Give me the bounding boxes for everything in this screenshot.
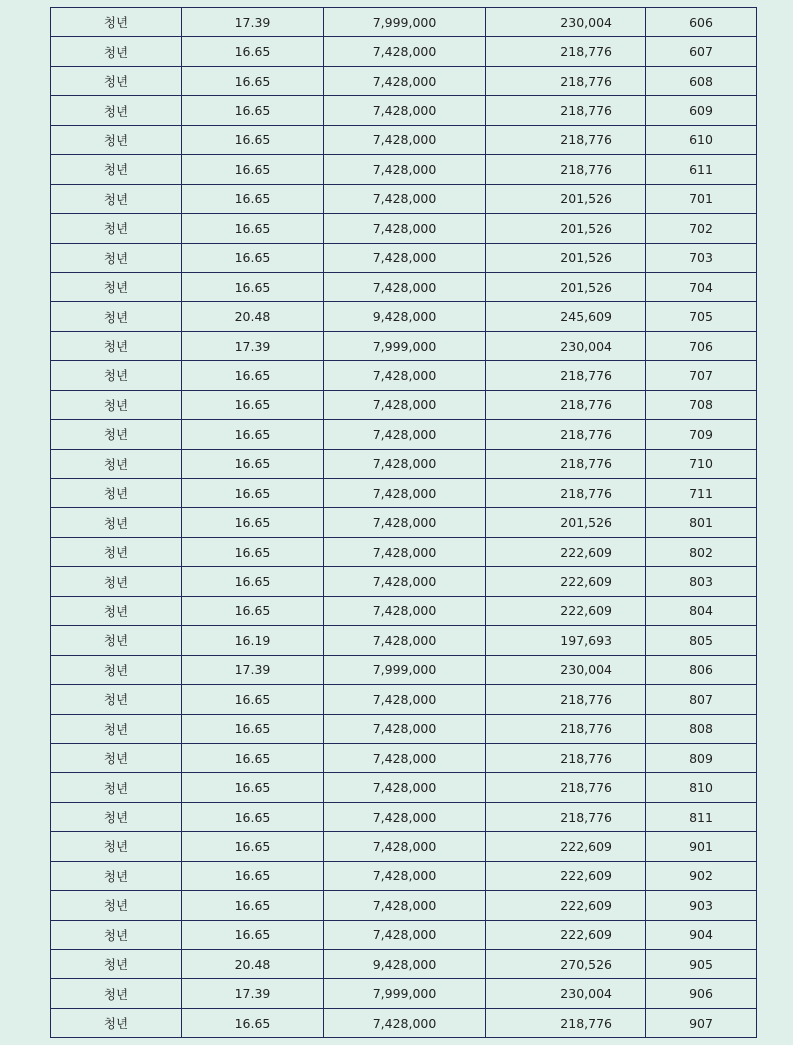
monthly-rent-cell: 222,609 <box>486 596 646 625</box>
unit-number-cell: 906 <box>646 979 757 1008</box>
monthly-rent-cell: 218,776 <box>486 449 646 478</box>
type-cell: 청년 <box>51 125 182 154</box>
table-row <box>51 214 757 243</box>
area-cell: 16.65 <box>182 243 324 272</box>
table-row <box>51 449 757 478</box>
monthly-rent-cell: 218,776 <box>486 66 646 95</box>
type-cell: 청년 <box>51 861 182 890</box>
deposit-cell: 7,428,000 <box>324 184 486 213</box>
type-cell: 청년 <box>51 685 182 714</box>
monthly-rent-cell: 230,004 <box>486 655 646 684</box>
area-cell: 17.39 <box>182 8 324 37</box>
deposit-cell: 7,428,000 <box>324 714 486 743</box>
deposit-cell: 7,428,000 <box>324 155 486 184</box>
deposit-cell: 7,428,000 <box>324 272 486 301</box>
type-cell: 청년 <box>51 626 182 655</box>
table-row <box>51 832 757 861</box>
monthly-rent-cell: 222,609 <box>486 920 646 949</box>
deposit-cell: 7,428,000 <box>324 361 486 390</box>
deposit-cell: 7,428,000 <box>324 861 486 890</box>
type-cell: 청년 <box>51 567 182 596</box>
area-cell: 16.65 <box>182 420 324 449</box>
area-cell: 16.65 <box>182 155 324 184</box>
deposit-cell: 7,428,000 <box>324 243 486 272</box>
type-cell: 청년 <box>51 390 182 419</box>
table-row <box>51 685 757 714</box>
table-row <box>51 155 757 184</box>
deposit-cell: 7,428,000 <box>324 802 486 831</box>
monthly-rent-cell: 218,776 <box>486 390 646 419</box>
monthly-rent-cell: 222,609 <box>486 567 646 596</box>
area-cell: 16.65 <box>182 861 324 890</box>
type-cell: 청년 <box>51 214 182 243</box>
monthly-rent-cell: 245,609 <box>486 302 646 331</box>
monthly-rent-cell: 222,609 <box>486 891 646 920</box>
deposit-cell: 7,428,000 <box>324 96 486 125</box>
table-row <box>51 626 757 655</box>
table-row <box>51 743 757 772</box>
monthly-rent-cell: 218,776 <box>486 479 646 508</box>
deposit-cell: 7,428,000 <box>324 626 486 655</box>
unit-number-cell: 806 <box>646 655 757 684</box>
table-row <box>51 508 757 537</box>
table-row <box>51 537 757 566</box>
table-row <box>51 96 757 125</box>
type-cell: 청년 <box>51 8 182 37</box>
area-cell: 16.65 <box>182 125 324 154</box>
deposit-cell: 7,428,000 <box>324 596 486 625</box>
monthly-rent-cell: 201,526 <box>486 184 646 213</box>
table-row <box>51 773 757 802</box>
monthly-rent-cell: 270,526 <box>486 950 646 979</box>
monthly-rent-cell: 218,776 <box>486 743 646 772</box>
deposit-cell: 7,999,000 <box>324 8 486 37</box>
type-cell: 청년 <box>51 66 182 95</box>
monthly-rent-cell: 230,004 <box>486 331 646 360</box>
unit-number-cell: 703 <box>646 243 757 272</box>
area-cell: 17.39 <box>182 655 324 684</box>
type-cell: 청년 <box>51 832 182 861</box>
deposit-cell: 7,428,000 <box>324 920 486 949</box>
deposit-cell: 7,428,000 <box>324 479 486 508</box>
monthly-rent-cell: 218,776 <box>486 96 646 125</box>
area-cell: 16.65 <box>182 272 324 301</box>
unit-number-cell: 704 <box>646 272 757 301</box>
type-cell: 청년 <box>51 96 182 125</box>
table-row <box>51 420 757 449</box>
area-cell: 16.65 <box>182 479 324 508</box>
monthly-rent-cell: 218,776 <box>486 685 646 714</box>
type-cell: 청년 <box>51 243 182 272</box>
monthly-rent-cell: 218,776 <box>486 155 646 184</box>
unit-number-cell: 808 <box>646 714 757 743</box>
table-row <box>51 331 757 360</box>
unit-number-cell: 807 <box>646 685 757 714</box>
unit-number-cell: 705 <box>646 302 757 331</box>
area-cell: 16.65 <box>182 537 324 566</box>
monthly-rent-cell: 218,776 <box>486 125 646 154</box>
area-cell: 16.65 <box>182 743 324 772</box>
unit-number-cell: 701 <box>646 184 757 213</box>
type-cell: 청년 <box>51 184 182 213</box>
area-cell: 16.65 <box>182 96 324 125</box>
deposit-cell: 7,428,000 <box>324 1008 486 1037</box>
type-cell: 청년 <box>51 449 182 478</box>
type-cell: 청년 <box>51 743 182 772</box>
deposit-cell: 7,999,000 <box>324 655 486 684</box>
unit-number-cell: 804 <box>646 596 757 625</box>
monthly-rent-cell: 222,609 <box>486 832 646 861</box>
table-row <box>51 8 757 37</box>
type-cell: 청년 <box>51 155 182 184</box>
unit-number-cell: 611 <box>646 155 757 184</box>
type-cell: 청년 <box>51 37 182 66</box>
monthly-rent-cell: 230,004 <box>486 979 646 1008</box>
area-cell: 16.65 <box>182 596 324 625</box>
monthly-rent-cell: 230,004 <box>486 8 646 37</box>
type-cell: 청년 <box>51 272 182 301</box>
monthly-rent-cell: 222,609 <box>486 861 646 890</box>
table-row <box>51 361 757 390</box>
table-row <box>51 891 757 920</box>
unit-number-cell: 609 <box>646 96 757 125</box>
table-row <box>51 390 757 419</box>
deposit-cell: 7,428,000 <box>324 125 486 154</box>
area-cell: 16.65 <box>182 390 324 419</box>
area-cell: 16.65 <box>182 802 324 831</box>
monthly-rent-cell: 201,526 <box>486 214 646 243</box>
monthly-rent-cell: 218,776 <box>486 37 646 66</box>
table-row <box>51 66 757 95</box>
unit-number-cell: 905 <box>646 950 757 979</box>
table-row <box>51 861 757 890</box>
table-row <box>51 979 757 1008</box>
deposit-cell: 7,428,000 <box>324 832 486 861</box>
unit-number-cell: 811 <box>646 802 757 831</box>
deposit-cell: 7,428,000 <box>324 449 486 478</box>
area-cell: 16.65 <box>182 508 324 537</box>
unit-rent-table <box>50 7 757 1038</box>
type-cell: 청년 <box>51 479 182 508</box>
deposit-cell: 9,428,000 <box>324 302 486 331</box>
area-cell: 16.65 <box>182 449 324 478</box>
unit-number-cell: 901 <box>646 832 757 861</box>
table-row <box>51 479 757 508</box>
table-row <box>51 714 757 743</box>
monthly-rent-cell: 218,776 <box>486 420 646 449</box>
deposit-cell: 7,428,000 <box>324 891 486 920</box>
deposit-cell: 7,428,000 <box>324 420 486 449</box>
monthly-rent-cell: 218,776 <box>486 773 646 802</box>
table-row <box>51 802 757 831</box>
deposit-cell: 7,428,000 <box>324 37 486 66</box>
monthly-rent-cell: 201,526 <box>486 272 646 301</box>
type-cell: 청년 <box>51 891 182 920</box>
unit-number-cell: 805 <box>646 626 757 655</box>
unit-number-cell: 904 <box>646 920 757 949</box>
unit-number-cell: 801 <box>646 508 757 537</box>
type-cell: 청년 <box>51 508 182 537</box>
area-cell: 16.65 <box>182 832 324 861</box>
type-cell: 청년 <box>51 920 182 949</box>
type-cell: 청년 <box>51 979 182 1008</box>
type-cell: 청년 <box>51 331 182 360</box>
deposit-cell: 7,999,000 <box>324 331 486 360</box>
unit-number-cell: 809 <box>646 743 757 772</box>
deposit-cell: 7,428,000 <box>324 390 486 419</box>
monthly-rent-cell: 218,776 <box>486 361 646 390</box>
unit-number-cell: 608 <box>646 66 757 95</box>
area-cell: 16.65 <box>182 714 324 743</box>
type-cell: 청년 <box>51 537 182 566</box>
area-cell: 17.39 <box>182 979 324 1008</box>
type-cell: 청년 <box>51 1008 182 1037</box>
unit-number-cell: 803 <box>646 567 757 596</box>
unit-number-cell: 707 <box>646 361 757 390</box>
unit-number-cell: 711 <box>646 479 757 508</box>
monthly-rent-cell: 201,526 <box>486 243 646 272</box>
unit-number-cell: 709 <box>646 420 757 449</box>
monthly-rent-cell: 218,776 <box>486 802 646 831</box>
area-cell: 16.65 <box>182 1008 324 1037</box>
unit-number-cell: 907 <box>646 1008 757 1037</box>
type-cell: 청년 <box>51 420 182 449</box>
type-cell: 청년 <box>51 950 182 979</box>
unit-number-cell: 903 <box>646 891 757 920</box>
table-row <box>51 655 757 684</box>
table-row <box>51 125 757 154</box>
deposit-cell: 7,428,000 <box>324 567 486 596</box>
type-cell: 청년 <box>51 596 182 625</box>
deposit-cell: 7,999,000 <box>324 979 486 1008</box>
table-row <box>51 920 757 949</box>
area-cell: 16.65 <box>182 37 324 66</box>
monthly-rent-cell: 218,776 <box>486 1008 646 1037</box>
unit-number-cell: 702 <box>646 214 757 243</box>
unit-number-cell: 606 <box>646 8 757 37</box>
deposit-cell: 7,428,000 <box>324 66 486 95</box>
monthly-rent-cell: 201,526 <box>486 508 646 537</box>
deposit-cell: 7,428,000 <box>324 214 486 243</box>
monthly-rent-cell: 222,609 <box>486 537 646 566</box>
monthly-rent-cell: 218,776 <box>486 714 646 743</box>
unit-number-cell: 610 <box>646 125 757 154</box>
area-cell: 16.65 <box>182 66 324 95</box>
table-row <box>51 272 757 301</box>
table-row <box>51 37 757 66</box>
area-cell: 20.48 <box>182 302 324 331</box>
type-cell: 청년 <box>51 714 182 743</box>
table-row <box>51 302 757 331</box>
type-cell: 청년 <box>51 361 182 390</box>
deposit-cell: 7,428,000 <box>324 508 486 537</box>
area-cell: 16.65 <box>182 920 324 949</box>
area-cell: 16.65 <box>182 361 324 390</box>
area-cell: 16.65 <box>182 567 324 596</box>
area-cell: 16.19 <box>182 626 324 655</box>
deposit-cell: 7,428,000 <box>324 773 486 802</box>
deposit-cell: 7,428,000 <box>324 743 486 772</box>
table-body <box>51 8 757 1038</box>
area-cell: 16.65 <box>182 891 324 920</box>
unit-number-cell: 607 <box>646 37 757 66</box>
unit-number-cell: 902 <box>646 861 757 890</box>
table-row <box>51 184 757 213</box>
unit-number-cell: 710 <box>646 449 757 478</box>
area-cell: 16.65 <box>182 184 324 213</box>
area-cell: 16.65 <box>182 214 324 243</box>
area-cell: 20.48 <box>182 950 324 979</box>
table-row <box>51 596 757 625</box>
deposit-cell: 7,428,000 <box>324 537 486 566</box>
unit-number-cell: 802 <box>646 537 757 566</box>
unit-number-cell: 708 <box>646 390 757 419</box>
area-cell: 16.65 <box>182 685 324 714</box>
type-cell: 청년 <box>51 802 182 831</box>
deposit-cell: 9,428,000 <box>324 950 486 979</box>
unit-number-cell: 706 <box>646 331 757 360</box>
deposit-cell: 7,428,000 <box>324 685 486 714</box>
type-cell: 청년 <box>51 655 182 684</box>
area-cell: 16.65 <box>182 773 324 802</box>
area-cell: 17.39 <box>182 331 324 360</box>
type-cell: 청년 <box>51 302 182 331</box>
monthly-rent-cell: 197,693 <box>486 626 646 655</box>
table-row <box>51 1008 757 1037</box>
table-row <box>51 950 757 979</box>
unit-number-cell: 810 <box>646 773 757 802</box>
table-row <box>51 243 757 272</box>
table-row <box>51 567 757 596</box>
type-cell: 청년 <box>51 773 182 802</box>
